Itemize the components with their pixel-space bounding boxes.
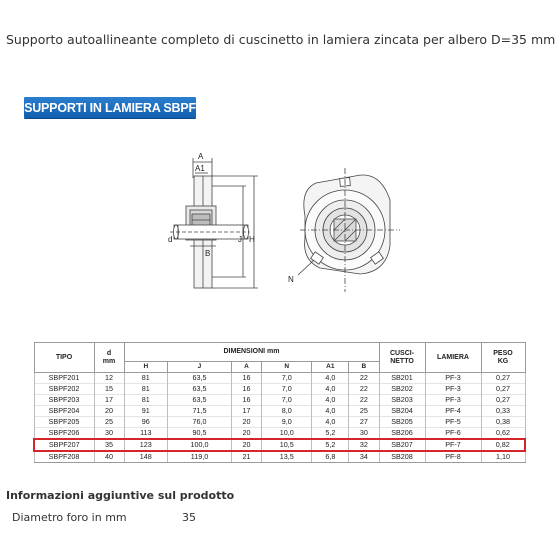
- header-peso-2: KG: [497, 357, 509, 365]
- table-cell: 0,27: [481, 373, 525, 384]
- table-cell: 16: [231, 373, 261, 384]
- table-cell: 90,5: [168, 428, 232, 440]
- table-cell: 63,5: [168, 395, 232, 406]
- label-H: H: [249, 235, 255, 244]
- table-cell: SBPF202: [34, 384, 94, 395]
- table-cell: 4,0: [312, 406, 349, 417]
- table-cell: 4,0: [312, 384, 349, 395]
- table-cell: 81: [124, 395, 168, 406]
- table-cell: 0,33: [481, 406, 525, 417]
- table-cell: 81: [124, 384, 168, 395]
- table-cell: 4,0: [312, 373, 349, 384]
- label-A: A: [198, 152, 204, 161]
- header-d-unit: mm: [102, 357, 116, 365]
- table-cell: 8,0: [262, 406, 312, 417]
- table-row: [34, 395, 525, 406]
- table-cell: 123: [124, 439, 168, 451]
- table-cell: 34: [349, 451, 379, 463]
- table-cell: 30: [349, 428, 379, 440]
- table-cell: 4,0: [312, 395, 349, 406]
- table-row: [34, 439, 525, 451]
- table-cell: SB206: [379, 428, 425, 440]
- table-cell: 17: [231, 406, 261, 417]
- table-row: [34, 428, 525, 440]
- subheader-j: J: [168, 362, 232, 373]
- specifications-table: [33, 342, 526, 463]
- header-lamiera: LAMIERA: [425, 343, 481, 373]
- subheader-n: N: [262, 362, 312, 373]
- table-cell: 20: [231, 439, 261, 451]
- label-A1: A1: [195, 164, 205, 173]
- header-cuscinetto: [379, 343, 425, 373]
- side-view: [170, 158, 258, 288]
- table-cell: 7,0: [262, 373, 312, 384]
- subheader-a1: A1: [312, 362, 349, 373]
- table-cell: 0,27: [481, 384, 525, 395]
- section-banner: SUPPORTI IN LAMIERA SBPF: [24, 97, 196, 118]
- table-cell: 7,0: [262, 384, 312, 395]
- table-cell: 5,2: [312, 428, 349, 440]
- header-cuscinetto-2: NETTO: [390, 357, 414, 365]
- table-cell: SBPF208: [34, 451, 94, 463]
- table-cell: 10,5: [262, 439, 312, 451]
- table-cell: 76,0: [168, 417, 232, 428]
- subheader-h: H: [124, 362, 168, 373]
- table-cell: SBPF203: [34, 395, 94, 406]
- table-cell: 21: [231, 451, 261, 463]
- table-cell: SB204: [379, 406, 425, 417]
- table-cell: SB201: [379, 373, 425, 384]
- table-cell: 5,2: [312, 439, 349, 451]
- table-cell: 6,8: [312, 451, 349, 463]
- table-cell: 22: [349, 395, 379, 406]
- table-cell: SBPF205: [34, 417, 94, 428]
- table-cell: PF-4: [425, 406, 481, 417]
- table-cell: 100,0: [168, 439, 232, 451]
- front-view: [298, 168, 400, 292]
- header-d: [94, 343, 124, 373]
- header-d-label: d: [106, 349, 112, 357]
- table-cell: PF-5: [425, 417, 481, 428]
- table-cell: 17: [94, 395, 124, 406]
- table-cell: 27: [349, 417, 379, 428]
- subheader-a: A: [231, 362, 261, 373]
- table-cell: 13,5: [262, 451, 312, 463]
- table-cell: SB205: [379, 417, 425, 428]
- table-cell: 81: [124, 373, 168, 384]
- table-cell: 0,82: [481, 439, 525, 451]
- table-cell: 40: [94, 451, 124, 463]
- table-cell: 4,0: [312, 417, 349, 428]
- table-header-row: [34, 343, 525, 362]
- label-N: N: [288, 275, 294, 284]
- technical-drawing: [150, 150, 410, 300]
- table-cell: 91: [124, 406, 168, 417]
- table-cell: 15: [94, 384, 124, 395]
- table-cell: 96: [124, 417, 168, 428]
- header-cuscinetto-1: CUSCI-: [389, 349, 415, 357]
- table-cell: 0,62: [481, 428, 525, 440]
- subheader-b: B: [349, 362, 379, 373]
- table-cell: 32: [349, 439, 379, 451]
- additional-info-title: Informazioni aggiuntive sul prodotto: [6, 489, 235, 502]
- header-tipo: TIPO: [34, 343, 94, 373]
- table-cell: 16: [231, 384, 261, 395]
- table-cell: 10,0: [262, 428, 312, 440]
- bore-diameter-label: Diametro foro in mm: [12, 511, 127, 524]
- bore-diameter-value: 35: [182, 511, 196, 524]
- table-cell: 71,5: [168, 406, 232, 417]
- table-cell: 16: [231, 395, 261, 406]
- header-dimensioni: DIMENSIONI mm: [124, 343, 379, 362]
- table-cell: SB203: [379, 395, 425, 406]
- table-cell: 20: [94, 406, 124, 417]
- table-cell: SBPF207: [34, 439, 94, 451]
- table-row: [34, 417, 525, 428]
- label-B: B: [205, 249, 211, 258]
- table-cell: 0,27: [481, 395, 525, 406]
- table-cell: SBPF206: [34, 428, 94, 440]
- table-cell: PF-3: [425, 373, 481, 384]
- header-peso: [481, 343, 525, 373]
- table-cell: 20: [231, 417, 261, 428]
- table-row: [34, 406, 525, 417]
- table-cell: PF-7: [425, 439, 481, 451]
- product-description: Supporto autoallineante completo di cuscinetto in lamiera zincata per albero D=35 mm: [6, 32, 556, 47]
- table-cell: PF-6: [425, 428, 481, 440]
- table-cell: 25: [349, 406, 379, 417]
- table-cell: 22: [349, 373, 379, 384]
- table-cell: PF-3: [425, 384, 481, 395]
- table-cell: SBPF201: [34, 373, 94, 384]
- table-cell: 1,10: [481, 451, 525, 463]
- table-cell: 113: [124, 428, 168, 440]
- table-cell: 63,5: [168, 384, 232, 395]
- table-row: [34, 451, 525, 463]
- table-cell: 22: [349, 384, 379, 395]
- table-cell: 63,5: [168, 373, 232, 384]
- label-J: J: [238, 235, 242, 244]
- table-cell: 25: [94, 417, 124, 428]
- label-d: d: [168, 235, 173, 244]
- table-cell: 35: [94, 439, 124, 451]
- table-row: [34, 373, 525, 384]
- table-cell: 0,38: [481, 417, 525, 428]
- table-cell: 119,0: [168, 451, 232, 463]
- table-cell: 12: [94, 373, 124, 384]
- table-body: [34, 373, 525, 463]
- table-cell: SB202: [379, 384, 425, 395]
- table-cell: 9,0: [262, 417, 312, 428]
- header-peso-1: PESO: [493, 349, 513, 357]
- table-cell: PF-3: [425, 395, 481, 406]
- table-cell: 7,0: [262, 395, 312, 406]
- table-cell: SBPF204: [34, 406, 94, 417]
- table-cell: 20: [231, 428, 261, 440]
- table-cell: PF-8: [425, 451, 481, 463]
- table-cell: 148: [124, 451, 168, 463]
- table-cell: 30: [94, 428, 124, 440]
- table-cell: SB207: [379, 439, 425, 451]
- table-row: [34, 384, 525, 395]
- table-cell: SB208: [379, 451, 425, 463]
